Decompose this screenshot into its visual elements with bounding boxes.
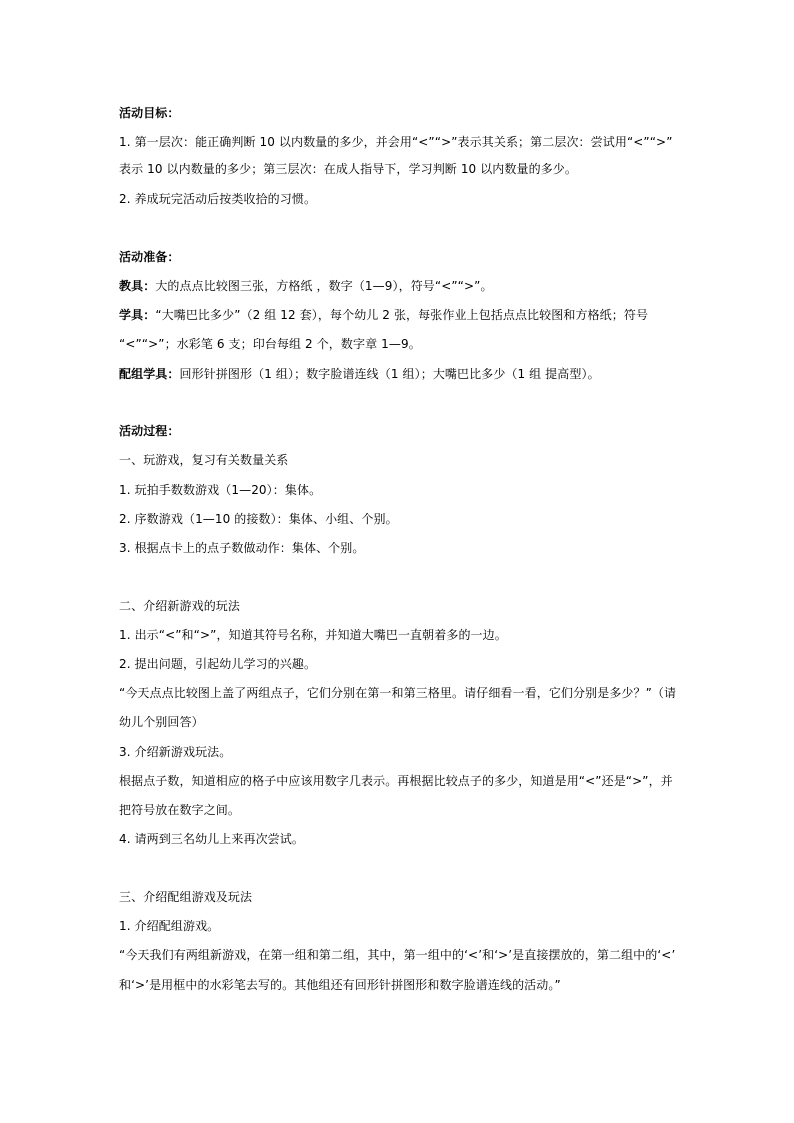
- group-text: 回形针拼图形（1 组）；数字脸谱连线（1 组）；大嘴巴比多少（1 组 提高型）。: [179, 367, 600, 381]
- part-1-item-1: 1. 玩拍手数数游戏（1—20）：集体。: [119, 483, 322, 497]
- preparation-teacher-line: [119, 279, 493, 293]
- part-2-item-2: 2. 提出问题，引起幼儿学习的兴趣。: [119, 657, 317, 671]
- part-1-title: 一、玩游戏，复习有关数量关系: [119, 453, 289, 467]
- part-2-quote-line-2: 幼儿个别回答）: [119, 715, 204, 729]
- goals-heading: 活动目标：: [119, 106, 180, 120]
- preparation-student-line-2: “<”“>”；水彩笔 6 支；印台每组 2 个，数字章 1—9。: [119, 337, 421, 351]
- part-2-quote-line-1: “今天点点比较图上盖了两组点子，它们分别在第一和第三格里。请仔细看一看，它们分别是多少？”（请: [119, 686, 677, 700]
- teacher-label: 教具：: [119, 279, 156, 293]
- part-3-item-1: 1. 介绍配组游戏。: [119, 919, 220, 933]
- preparation-heading: 活动准备：: [119, 250, 180, 264]
- preparation-group-line: [119, 367, 600, 381]
- part-2-item-1: 1. 出示“<”和“>”，知道其符号名称，并知道大嘴巴一直朝着多的一边。: [119, 628, 507, 642]
- part-2-item-3: 3. 介绍新游戏玩法。: [119, 745, 232, 759]
- part-3-quote-line-2: 和‘>’是用框中的水彩笔去写的。其他组还有回形针拼图形和数字脸谱连线的活动。”: [119, 978, 561, 992]
- preparation-student-line-1: [119, 308, 648, 322]
- part-3-quote-line-1: “今天我们有两组新游戏，在第一组和第二组，其中，第一组中的‘<’和‘>’是直接摆放的，第二组中的‘<’: [119, 948, 676, 962]
- goals-item-1-line-2: 表示 10 以内数量的多少；第三层次：在成人指导下，学习判断 10 以内数量的多少。: [119, 162, 577, 176]
- student-text-1: “大嘴巴比多少”（2 组 12 套），每个幼儿 2 张，每张作业上包括点点比较图和方格纸；符号: [155, 308, 649, 322]
- part-2-title: 二、介绍新游戏的玩法: [119, 599, 241, 613]
- part-2-desc-line-1: 根据点子数，知道相应的格子中应该用数字几表示。再根据比较点子的多少，知道是用“<”还是“>”，并: [119, 774, 673, 788]
- goals-item-2: 2. 养成玩完活动后按类收拾的习惯。: [119, 192, 317, 206]
- goals-item-1-line-1: 1. 第一层次：能正确判断 10 以内数量的多少，并会用“<”“>”表示其关系；第二层次：尝试用“<”“>”: [119, 135, 673, 149]
- student-label: 学具：: [119, 308, 156, 322]
- part-2-item-4: 4. 请两到三名幼儿上来再次尝试。: [119, 832, 304, 846]
- teacher-text: 大的点点比较图三张，方格纸 ，数字（1—9），符号“<”“>”。: [155, 279, 493, 293]
- part-1-item-3: 3. 根据点卡上的点子数做动作：集体、个别。: [119, 541, 365, 555]
- part-3-title: 三、介绍配组游戏及玩法: [119, 890, 253, 904]
- part-1-item-2: 2. 序数游戏（1—10 的接数）：集体、小组、个别。: [119, 512, 398, 526]
- group-label: 配组学具：: [119, 367, 180, 381]
- process-heading: 活动过程：: [119, 424, 180, 438]
- part-2-desc-line-2: 把符号放在数字之间。: [119, 803, 241, 817]
